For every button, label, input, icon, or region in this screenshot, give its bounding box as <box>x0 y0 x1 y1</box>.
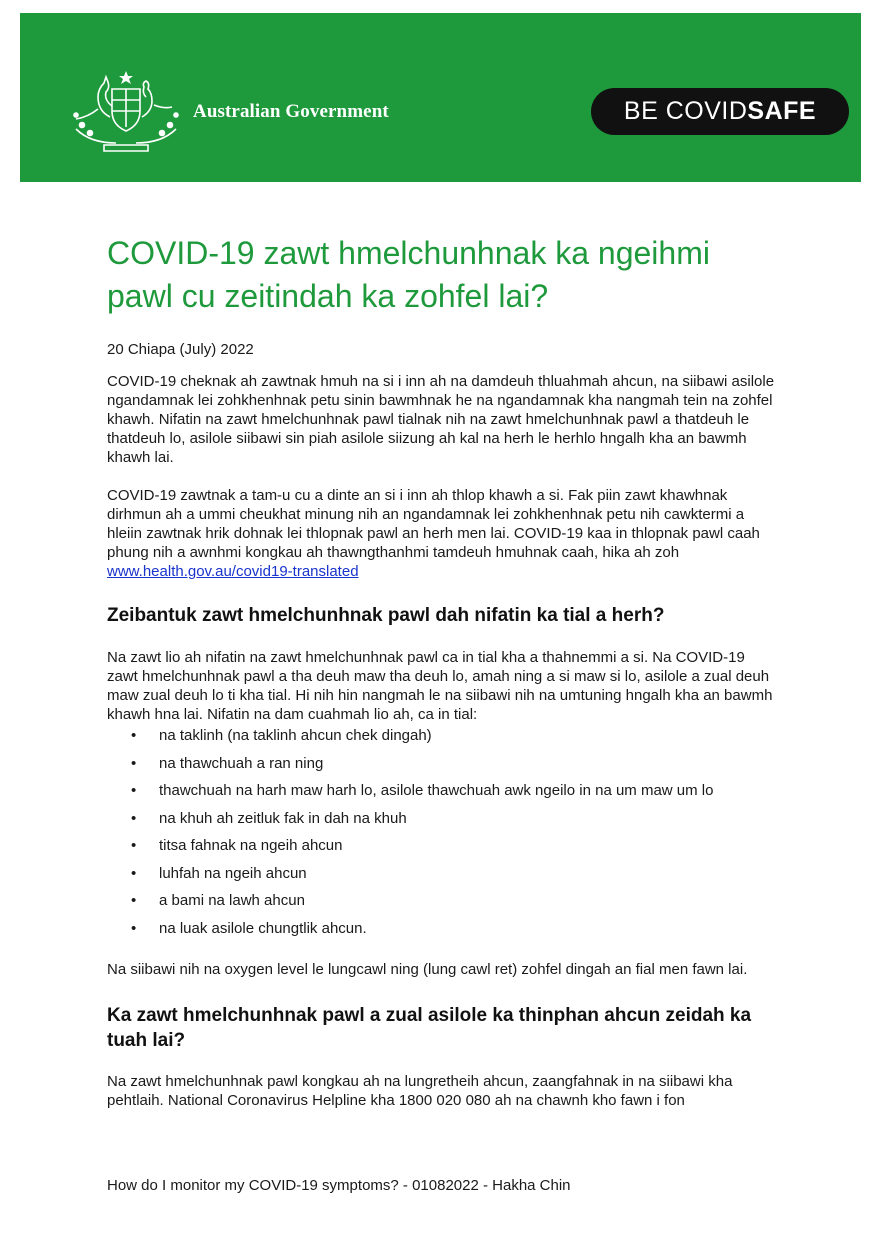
symptoms-intro: Na zawt lio ah nifatin na zawt hmelchunhnak pawl ca in tial kha a thahnemmi a si. Na COVID-19 zawt hmelchunhnak pawl a tha deuh maw tha deuh lo, amah ning a si maw si lo, asilole a zual deuh maw zual deuh lo ti kha tial. Hi nih hin nangmah le na siibawi nih na umtuning hngalh kha an bawmh khawh hna lai. Nifatin na dam cuahmah lio ah, ca in tial: <box>107 649 773 723</box>
bullet-marker: • <box>131 727 137 744</box>
symptom-list-item <box>107 836 777 864</box>
health-translated-link[interactable]: www.health.gov.au/covid19-translated <box>107 563 359 580</box>
symptom-text: a bami na lawh ahcun <box>159 892 305 909</box>
symptom-text: luhfah na ngeih ahcun <box>159 864 307 882</box>
section-heading-worse: Ka zawt hmelchunhnak pawl a zual asilole ka thinphan ahcun zeidah ka tuah lai? <box>107 1005 752 1051</box>
bullet-marker: • <box>131 864 137 882</box>
intro-paragraph: COVID-19 cheknak ah zawtnak hmuh na si i inn ah na damdeuh thluahmah ahcun, na siibawi asilole ngandamnak lei zohkhenhnak petu sinin bawmhnak he na ngandamnak kha nangmah tein na zohfel khawh. Nifatin na zawt hmelchunhnak pawl tialnak nih na zawt hmelchunhnak pawl a thatdeuh le thatdeuh lo, asilole siibawi sin piah asilole siizung ah kal na herh le herhlo hngalh kha an bawmh khawh lai. <box>107 373 775 466</box>
helpline-paragraph: Na zawt hmelchunhnak pawl kongkau ah na lungretheih ahcun, zaangfahnak in na siibawi kha pehtlaih. National Coronavirus Helpline kha 1800 020 080 ah na chawnh kho fawn i fon <box>107 1073 733 1109</box>
government-name: Australian Government <box>193 101 389 122</box>
badge-text-bold: SAFE <box>747 97 817 125</box>
bullet-marker: • <box>131 892 137 909</box>
symptom-list-item <box>107 864 777 892</box>
symptom-text: na khuh ah zeitluk fak in dah na khuh <box>159 809 407 827</box>
symptom-list-item <box>107 809 777 837</box>
symptom-text: na luak asilole chungtlik ahcun. <box>159 919 367 937</box>
symptom-list <box>107 726 777 946</box>
symptom-text: titsa fahnak na ngeih ahcun <box>159 837 343 854</box>
page-title: COVID-19 zawt hmelchunhnak ka ngeihmi pawl cu zeitindah ka zohfel lai? <box>107 235 710 314</box>
page-footer: How do I monitor my COVID-19 symptoms? - 01082022 - Hakha Chin <box>107 1177 571 1194</box>
symptom-list-item <box>107 781 777 809</box>
symptom-list-item <box>107 891 777 919</box>
treatment-paragraph <box>107 486 777 581</box>
bullet-marker: • <box>131 782 137 799</box>
coat-of-arms-icon <box>68 69 184 153</box>
publication-date: 20 Chiapa (July) 2022 <box>107 341 254 358</box>
bullet-marker: • <box>131 837 137 854</box>
symptom-text: thawchuah na harh maw harh lo, asilole thawchuah awk ngeilo in na um maw um lo <box>159 782 714 799</box>
be-covidsafe-badge <box>591 88 849 135</box>
document-body <box>107 232 777 1110</box>
symptom-list-item <box>107 754 777 782</box>
header-banner <box>20 13 861 182</box>
symptom-list-item <box>107 919 777 947</box>
symptom-text: na taklinh (na taklinh ahcun chek dingah) <box>159 727 432 744</box>
bullet-marker: • <box>131 809 137 827</box>
bullet-marker: • <box>131 919 137 937</box>
treatment-paragraph-text: COVID-19 zawtnak a tam-u cu a dinte an si i inn ah thlop khawh a si. Fak piin zawt khawhnak dirhmun ah a ummi cheukhat minung nih an ngandamnak lei zohkhenhnak petu nih cawktermi a hleiin zawtnak hrik dohnak lei thlopnak pawl an herh men lai. COVID-19 kaa in thlopnak pawl caah phung nih a awnhmi kongkau ah thawngthanhmi tamdeuh hmuhnak caah, hika ah zoh <box>107 487 760 561</box>
badge-text-light: BE COVID <box>623 97 748 125</box>
symptom-list-item <box>107 726 777 754</box>
symptom-text: na thawchuah a ran ning <box>159 754 324 772</box>
section-heading-symptoms: Zeibantuk zawt hmelchunhnak pawl dah nifatin ka tial a herh? <box>107 605 665 626</box>
bullet-marker: • <box>131 754 137 772</box>
oxygen-paragraph: Na siibawi nih na oxygen level le lungcawl ning (lung cawl ret) zohfel dingah an fial men fawn lai. <box>107 961 748 978</box>
